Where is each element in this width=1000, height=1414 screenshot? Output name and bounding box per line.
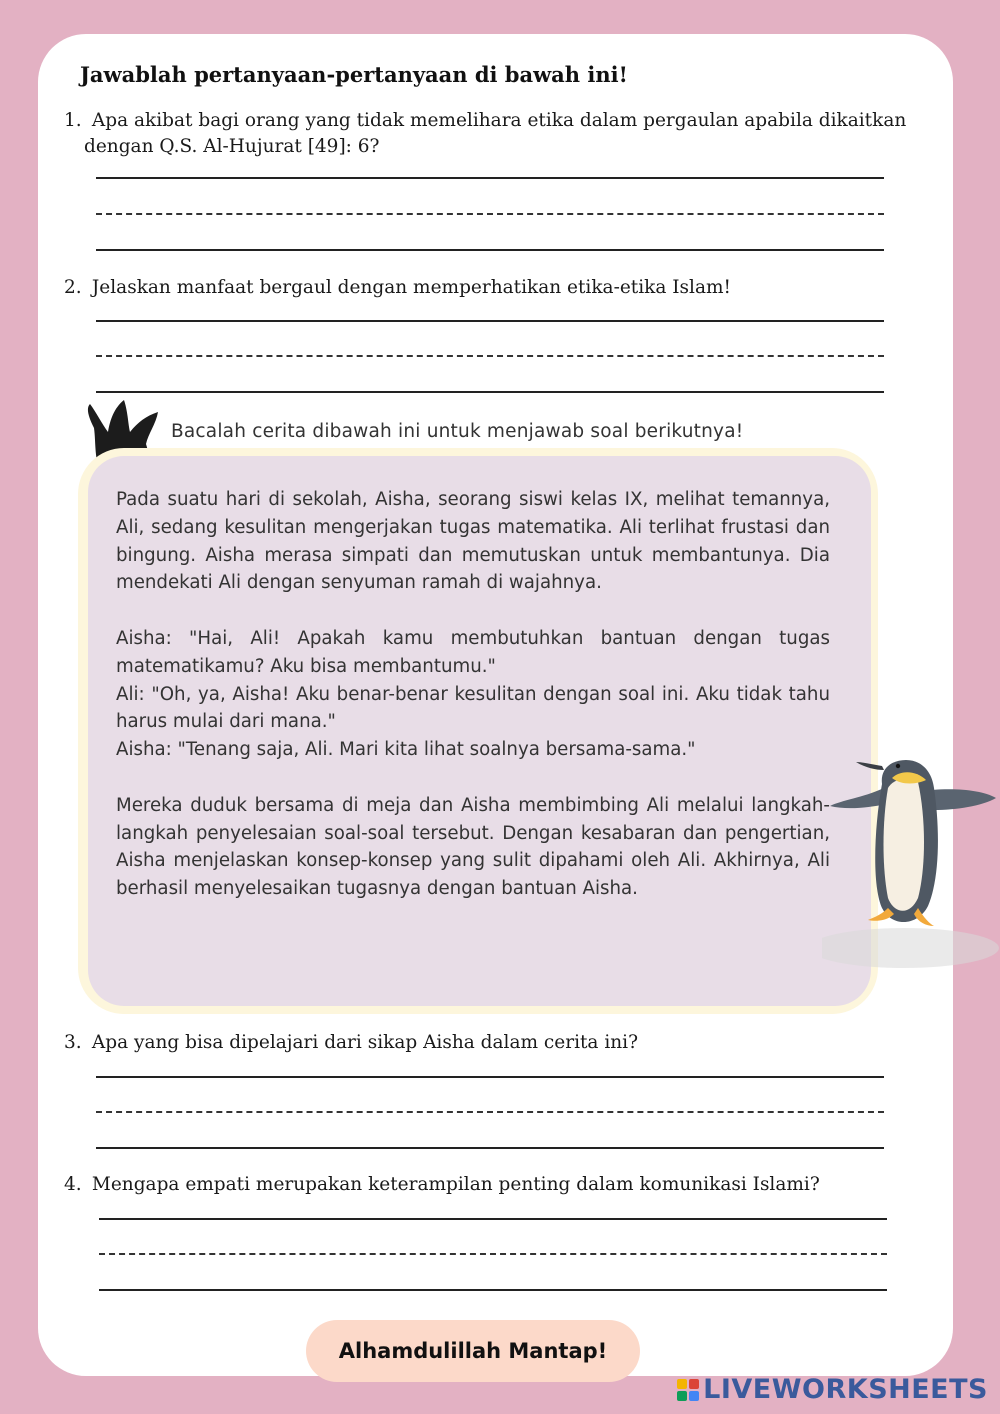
liveworksheets-logo-icon	[677, 1379, 699, 1401]
question-2: 2. Jelaskan manfaat bergaul dengan memperhatikan etika-etika Islam!	[64, 277, 731, 298]
question-4-text: Mengapa empati merupakan keterampilan penting dalam komunikasi Islami?	[91, 1174, 820, 1195]
question-1-text: Apa akibat bagi orang yang tidak memelihara etika dalam pergaulan apabila dikaitkan	[91, 110, 907, 131]
answer-3-line-1[interactable]	[96, 1076, 884, 1078]
question-1: 1. Apa akibat bagi orang yang tidak memelihara etika dalam pergaulan apabila dikaitkan dengan Q.S. Al-Hujurat [49]: 6?	[64, 108, 906, 160]
question-2-text: Jelaskan manfaat bergaul dengan memperhatikan etika-etika Islam!	[91, 277, 731, 298]
story-text	[116, 486, 830, 903]
answer-3-line-2[interactable]	[96, 1111, 884, 1113]
question-4: 4. Mengapa empati merupakan keterampilan penting dalam komunikasi Islami?	[64, 1174, 820, 1195]
closing-button[interactable]: Alhamdulillah Mantap!	[306, 1320, 640, 1382]
answer-1-line-1[interactable]	[96, 177, 884, 179]
story-dialogue-1: Aisha: "Hai, Ali! Apakah kamu membutuhkan bantuan dengan tugas matematikamu? Aku bisa membantumu."	[116, 627, 830, 677]
story-paragraph-3: Mereka duduk bersama di meja dan Aisha membimbing Ali melalui langkah-langkah penyelesaian soal-soal tersebut. Dengan kesabaran dan pengertian, Aisha menjelaskan konsep-konsep yang sulit dipahami oleh Ali. Akhirnya, Ali berhasil menyelesaikan tugasnya dengan bantuan Aisha.	[116, 794, 830, 900]
answer-4-line-2[interactable]	[99, 1253, 887, 1255]
answer-1-line-3[interactable]	[96, 249, 884, 251]
question-1-text-continued: dengan Q.S. Al-Hujurat [49]: 6?	[84, 136, 380, 157]
story-dialogue-3: Aisha: "Tenang saja, Ali. Mari kita lihat soalnya bersama-sama."	[116, 739, 696, 761]
story-dialogue-2: Ali: "Oh, ya, Aisha! Aku benar-benar kesulitan dengan soal ini. Aku tidak tahu harus mulai dari mana."	[116, 683, 830, 733]
penguin-illustration	[822, 748, 1000, 978]
answer-4-line-1[interactable]	[99, 1218, 887, 1220]
story-paragraph-1: Pada suatu hari di sekolah, Aisha, seorang siswi kelas IX, melihat temannya, Ali, sedang kesulitan mengerjakan tugas matematika. Ali terlihat frustasi dan bingung. Aisha merasa simpati dan memutuskan untuk membantunya. Dia mendekati Ali dengan senyuman ramah di wajahnya.	[116, 489, 830, 594]
worksheet-heading: Jawablah pertanyaan-pertanyaan di bawah ini!	[80, 62, 628, 87]
answer-2-line-1[interactable]	[96, 320, 884, 322]
story-instruction: Bacalah cerita dibawah ini untuk menjawab soal berikutnya!	[171, 421, 744, 442]
answer-2-line-3[interactable]	[96, 391, 884, 393]
answer-3-line-3[interactable]	[96, 1147, 884, 1149]
liveworksheets-brand[interactable]	[677, 1374, 988, 1405]
answer-2-line-2[interactable]	[96, 355, 884, 357]
brand-name: LIVEWORKSHEETS	[703, 1374, 988, 1405]
question-3: 3. Apa yang bisa dipelajari dari sikap Aisha dalam cerita ini?	[64, 1032, 638, 1053]
answer-4-line-3[interactable]	[99, 1289, 887, 1291]
question-3-text: Apa yang bisa dipelajari dari sikap Aisha dalam cerita ini?	[91, 1032, 638, 1053]
answer-1-line-2[interactable]	[96, 213, 884, 215]
